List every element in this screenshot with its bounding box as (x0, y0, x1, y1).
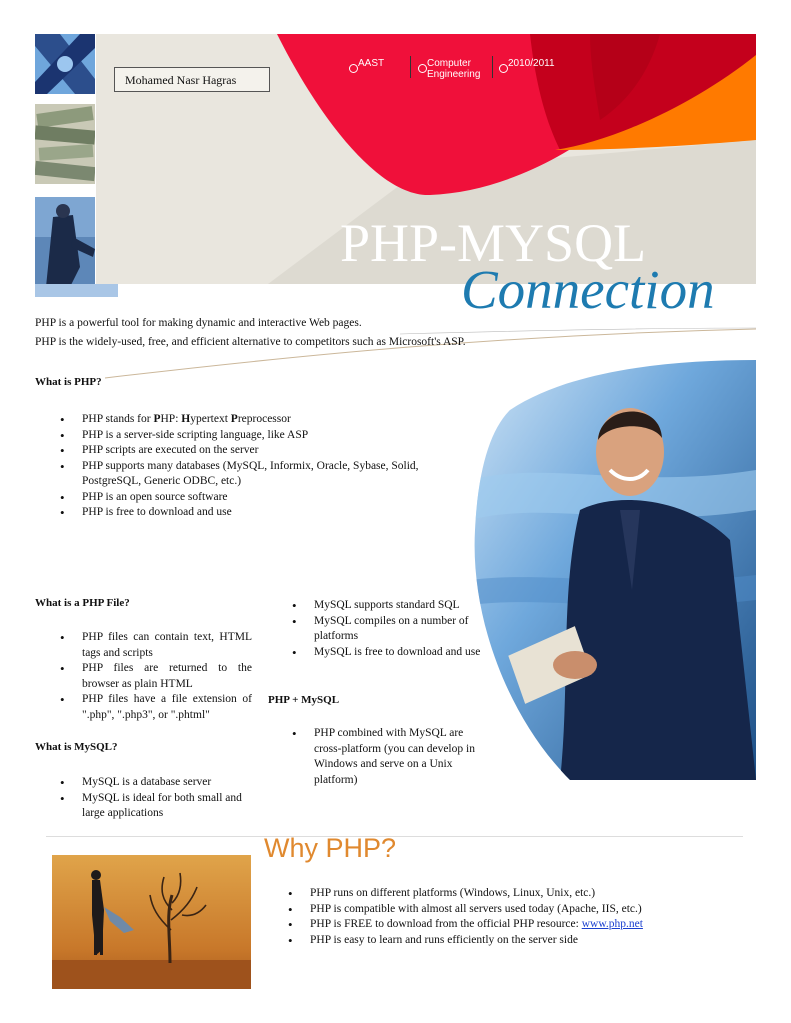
title-line-2: Connection (461, 259, 715, 320)
header-separator (492, 56, 493, 78)
header-item-department: Computer Engineering (427, 58, 481, 80)
list-item: • MySQL is a database server (56, 775, 256, 791)
title-line-1: PHP-MYSQL (340, 213, 647, 273)
list-item: • MySQL compiles on a number of platforms (288, 614, 484, 645)
intro-paragraph-2: PHP is the widely-used, free, and efficient alternative to competitors such as Microsoft's ASP. (35, 336, 466, 348)
list-item: • PHP is an open source software (56, 490, 436, 506)
why-php-heading: Why PHP? (264, 833, 397, 863)
list-item: • PHP files can contain text, HTML tags and scripts (56, 630, 252, 661)
mysql-continued-list (288, 598, 484, 660)
list-item: • PHP combined with MySQL are cross-platform (you can develop in Windows and serve on a Unix platform) (288, 726, 484, 788)
list-item: • PHP is free to download and use (56, 505, 436, 521)
php-net-link[interactable]: www.php.net (581, 918, 643, 930)
list-item: • PHP is FREE to download from the official PHP resource: www.php.net (284, 917, 754, 933)
why-php-list (284, 886, 754, 948)
mysql-heading: What is MySQL? (35, 741, 118, 753)
list-item: • PHP scripts are executed on the server (56, 443, 436, 459)
php-mysql-heading: PHP + MySQL (268, 694, 340, 706)
list-item: • MySQL is free to download and use (288, 645, 484, 661)
header-photo-money (35, 104, 95, 184)
list-item: • MySQL supports standard SQL (288, 598, 484, 614)
what-is-php-list (56, 412, 436, 521)
list-item: • PHP stands for PHP: Hypertext Preprocessor (56, 412, 436, 428)
header-item-year: 2010/2011 (508, 58, 555, 69)
list-item: • PHP files are returned to the browser as plain HTML (56, 661, 252, 692)
department-bullet-icon (418, 64, 427, 73)
businessman-photo (470, 360, 756, 780)
list-item: • PHP is easy to learn and runs efficiently on the server side (284, 933, 754, 949)
aast-bullet-icon (349, 64, 358, 73)
list-item: • MySQL is ideal for both small and large applications (56, 791, 256, 822)
list-item: • PHP runs on different platforms (Windows, Linux, Unix, etc.) (284, 886, 754, 902)
year-bullet-icon (499, 64, 508, 73)
list-item: • PHP is a server-side scripting language, like ASP (56, 428, 436, 444)
header-photo-blue-abstract (35, 34, 95, 94)
watering-tree-illustration (52, 855, 251, 989)
list-item: • PHP is compatible with almost all servers used today (Apache, IIS, etc.) (284, 902, 754, 918)
php-file-heading: What is a PHP File? (35, 597, 130, 609)
php-mysql-list (288, 726, 484, 788)
list-item: • PHP files have a file extension of ".php", ".php3", or ".phtml" (56, 692, 252, 723)
header-separator (410, 56, 411, 78)
list-item: • PHP supports many databases (MySQL, Informix, Oracle, Sybase, Solid, PostgreSQL, Generic ODBC, etc.) (56, 459, 436, 490)
header-item-aast: AAST (358, 58, 385, 69)
what-is-php-heading: What is PHP? (35, 376, 102, 388)
intro-paragraph-1: PHP is a powerful tool for making dynamic and interactive Web pages. (35, 317, 362, 329)
header-photo-strip-tail (35, 284, 118, 297)
header-photo-businessman (35, 197, 95, 297)
php-file-list (56, 630, 252, 723)
author-name: Mohamed Nasr Hagras (114, 67, 270, 92)
mysql-list (56, 775, 256, 822)
